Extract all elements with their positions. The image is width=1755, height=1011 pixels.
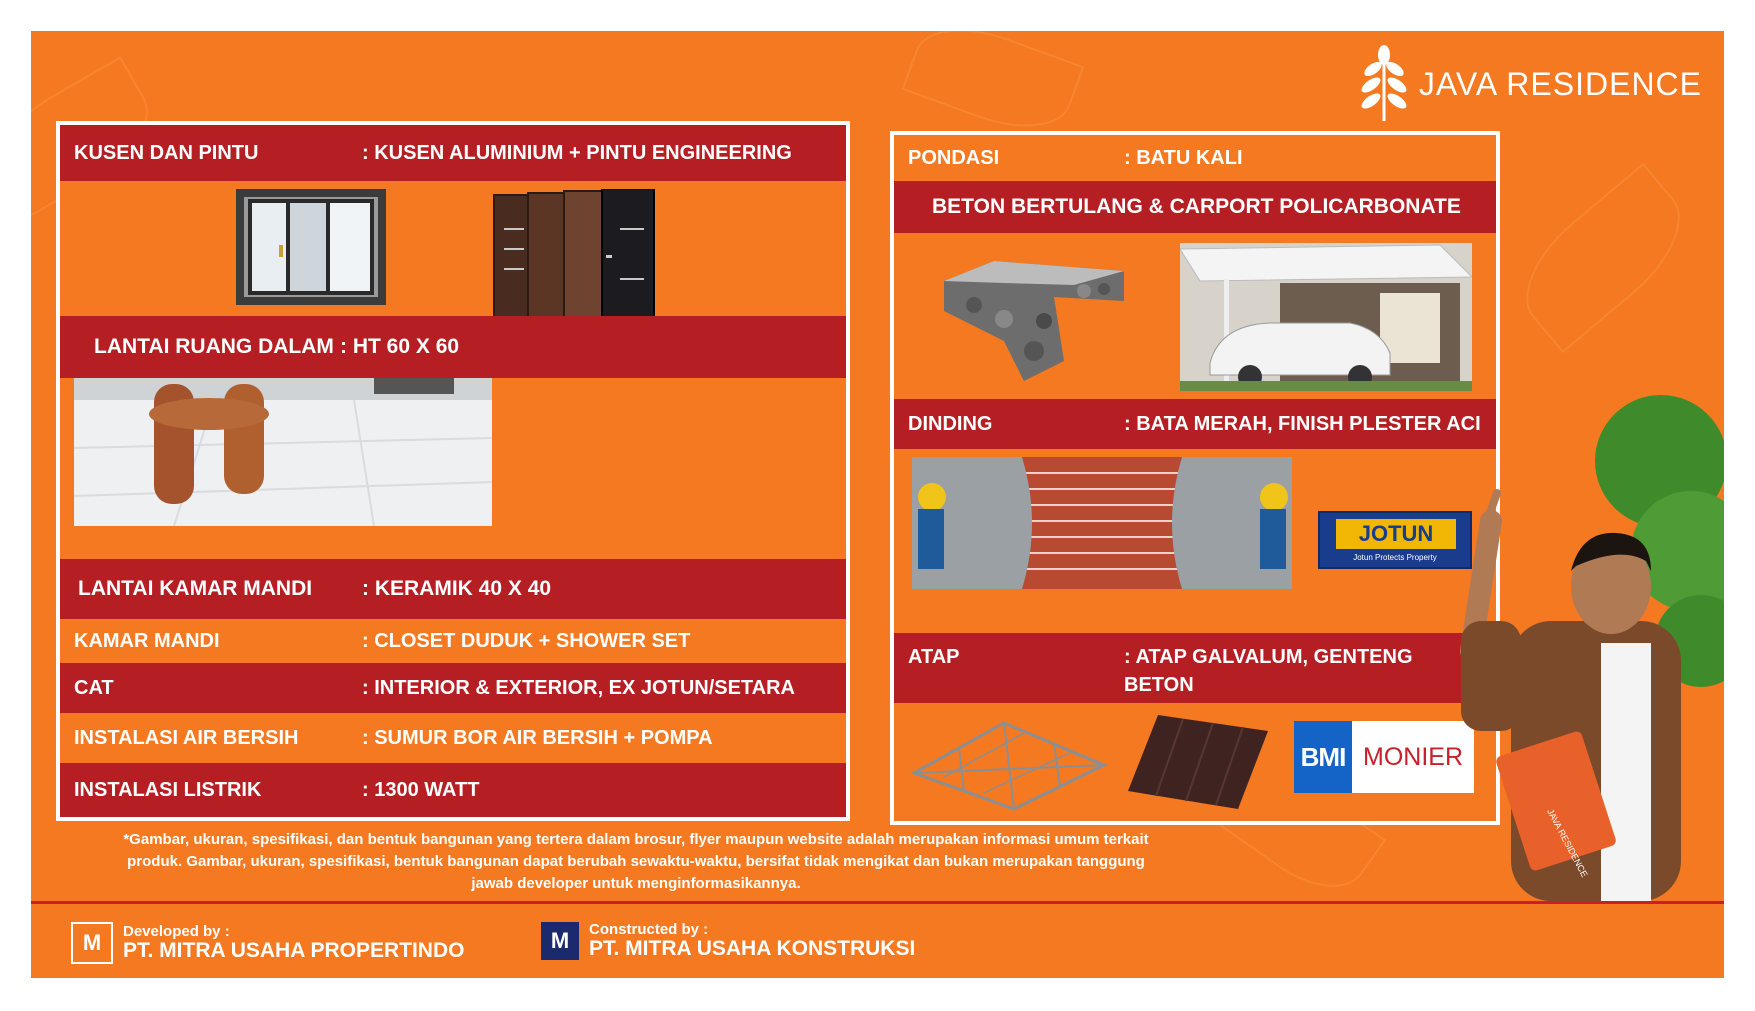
brick-wall-image	[912, 457, 1292, 589]
spec-value: : KERAMIK 40 X 40	[362, 577, 552, 600]
spec-label: DINDING	[908, 412, 993, 435]
spec-value: : 1300 WATT	[362, 778, 480, 801]
jotun-logo	[1318, 511, 1472, 569]
presenter-image	[1451, 381, 1724, 901]
spec-row-kamar-mandi	[60, 619, 846, 663]
spec-value: : BATA MERAH, FINISH PLESTER ACI	[1124, 412, 1481, 435]
brand-name: JAVA RESIDENCE	[1418, 65, 1702, 102]
spec-value: : CLOSET DUDUK + SHOWER SET	[362, 629, 691, 652]
spec-value: : HT 60 X 60	[340, 335, 460, 358]
spec-value: : INTERIOR & EXTERIOR, EX JOTUN/SETARA	[362, 676, 795, 699]
constructor-logo-icon: M	[541, 922, 579, 960]
floor-tile-image	[74, 378, 492, 526]
spec-row-atap	[894, 633, 1496, 703]
spec-row-beton	[894, 181, 1496, 233]
spec-value: : BATU KALI	[1124, 146, 1243, 169]
disclaimer-line: produk. Gambar, ukuran, spesifikasi, bentuk bangunan dapat berubah sewaktu-waktu, bersifat tidak mengikat dan bukan merupakan tanggung	[127, 853, 1145, 870]
spec-value: : KUSEN ALUMINIUM + PINTU ENGINEERING	[362, 141, 792, 164]
spec-row-listrik	[60, 763, 846, 817]
jotun-logo-text: JOTUN	[1336, 519, 1456, 549]
spec-value: : SUMUR BOR AIR BERSIH + POMPA	[362, 726, 713, 749]
bmi-logo-text: BMI	[1294, 721, 1352, 793]
leaf-icon	[1357, 45, 1411, 123]
spec-value: : ATAP GALVALUM, GENTENG BETON	[1124, 646, 1413, 696]
spec-label: LANTAI KAMAR MANDI	[78, 577, 313, 600]
spec-label: PONDASI	[908, 146, 1000, 169]
disclaimer-line: jawab developer untuk menginformasikannya.	[471, 875, 801, 892]
brand-logo	[1357, 45, 1702, 123]
poster	[31, 31, 1724, 978]
spec-row-cat	[60, 663, 846, 713]
monier-logo-text: MONIER	[1363, 742, 1463, 771]
bmi-monier-logo	[1294, 721, 1474, 793]
developer-credit	[71, 922, 464, 964]
left-spec-panel	[56, 121, 850, 821]
brochure-label: JAVA RESIDENCE	[1545, 807, 1590, 879]
developer-name: PT. MITRA USAHA PROPERTINDO	[123, 939, 465, 962]
spec-row-lantai-dalam	[60, 316, 846, 378]
spec-label: ATAP	[908, 646, 960, 668]
disclaimer-line: *Gambar, ukuran, spesifikasi, dan bentuk bangunan yang tertera dalam brosur, flyer maupun website adalah merupakan informasi umum terkait	[123, 831, 1149, 848]
spec-label: KAMAR MANDI	[74, 629, 220, 652]
constructor-credit	[541, 922, 915, 960]
disclaimer-text	[61, 829, 1211, 895]
spec-label: KUSEN DAN PINTU	[74, 141, 259, 164]
spec-row-air	[60, 713, 846, 763]
spec-label: CAT	[74, 676, 114, 699]
spec-row-dinding	[894, 399, 1496, 449]
roof-tile-image	[1128, 711, 1268, 811]
spec-value: BETON BERTULANG & CARPORT POLICARBONATE	[932, 195, 1461, 218]
developer-logo-icon: M	[71, 922, 113, 964]
spec-row-pondasi	[894, 135, 1496, 181]
right-spec-panel	[890, 131, 1500, 825]
roof-truss-image	[904, 713, 1114, 813]
spec-row-lantai-km	[60, 559, 846, 619]
spec-label: LANTAI RUANG DALAM	[94, 335, 334, 358]
constructor-name: PT. MITRA USAHA KONSTRUKSI	[589, 937, 916, 960]
background-leaf-pattern	[1502, 163, 1703, 353]
constructor-caption: Constructed by :	[589, 921, 709, 938]
spec-label: INSTALASI AIR BERSIH	[74, 726, 299, 749]
aluminium-window-image	[236, 189, 386, 305]
developer-caption: Developed by :	[123, 923, 230, 940]
spec-label: INSTALASI LISTRIK	[74, 778, 262, 801]
background-leaf-pattern	[902, 31, 1085, 146]
footer	[31, 901, 1724, 978]
jotun-tagline: Jotun Protects Property	[1353, 553, 1437, 562]
stone-foundation-image	[934, 241, 1134, 391]
spec-row-kusen	[60, 125, 846, 181]
engineering-doors-image	[490, 189, 660, 319]
carport-image	[1180, 243, 1472, 391]
